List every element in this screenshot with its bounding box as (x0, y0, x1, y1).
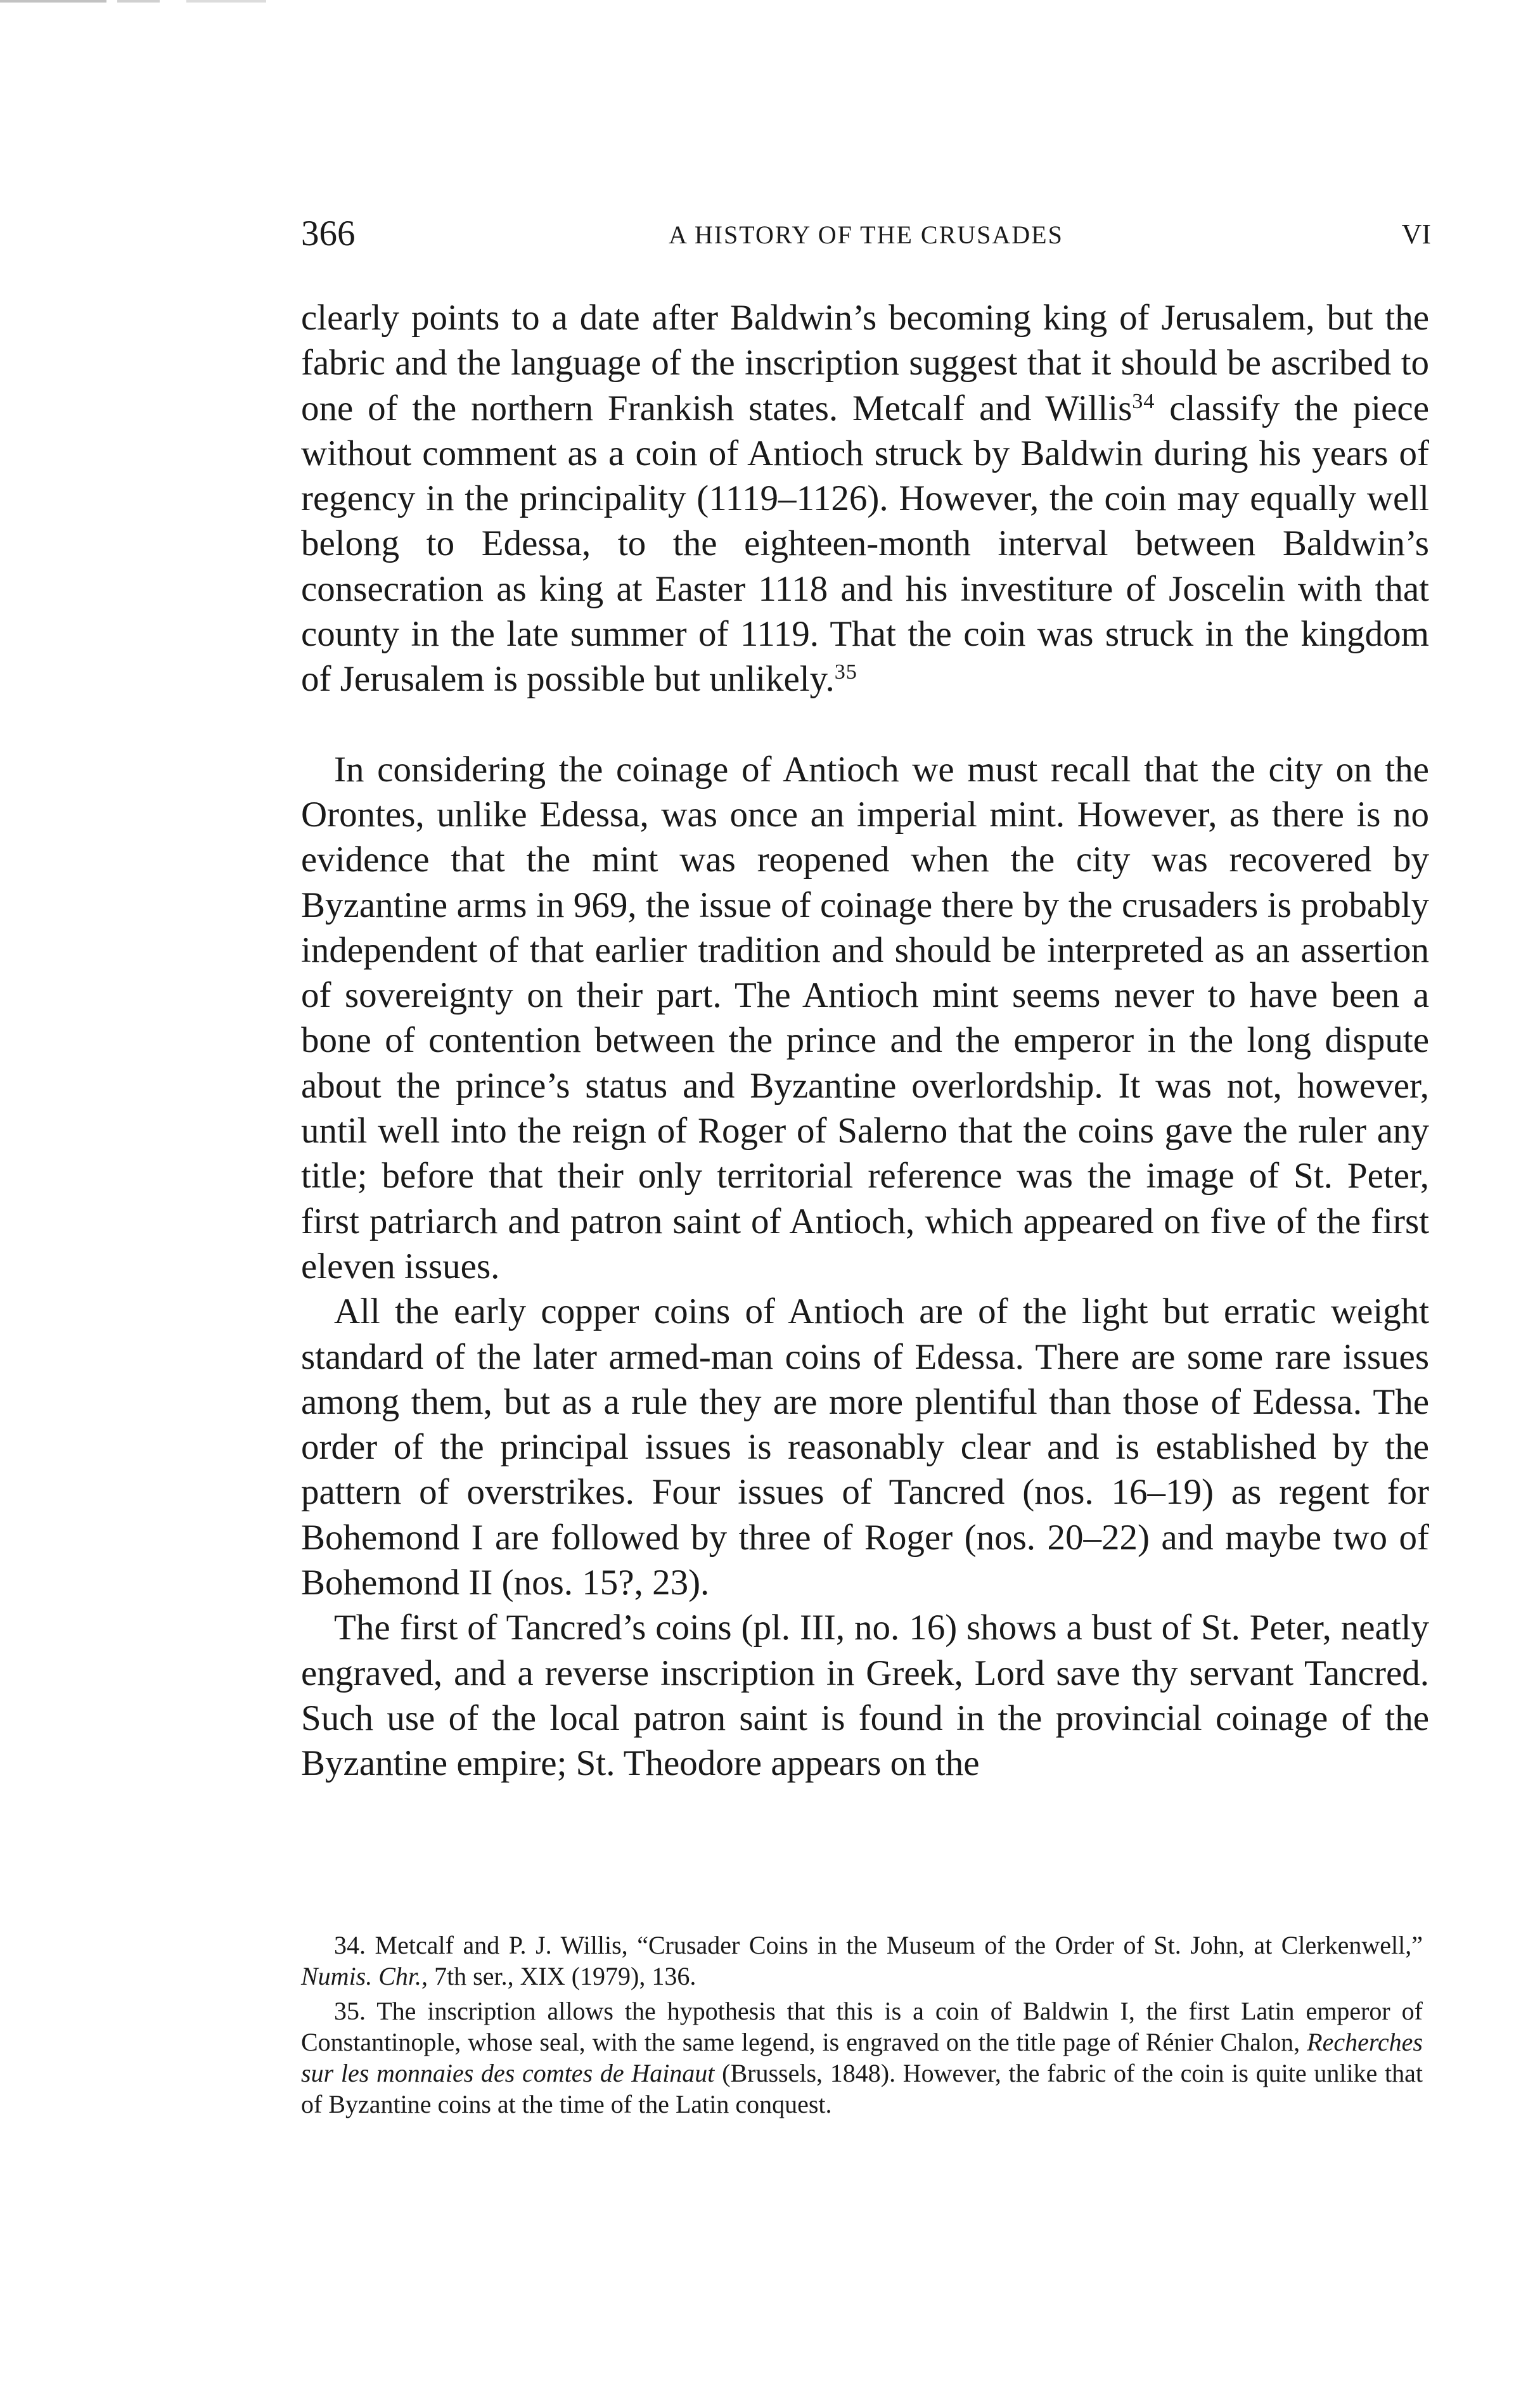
footnote-35-text-b: (Brussels, 1848). However, the fabric of the coin is quite unlike that of Byzantine coins at the time of the Latin conquest. (301, 2059, 1423, 2118)
footnote-34-text-b: 7th ser., XIX (1979), 136. (428, 1962, 696, 1990)
footnote-ref-35[interactable]: 35 (834, 660, 857, 684)
paragraph-1 (301, 295, 1429, 702)
paragraph-2: In considering the coinage of Antioch we must recall that the city on the Orontes, unlike Edessa, was once an imperial mint. However, as there is no evidence that the mint was reopened when the city was recovered by Byzantine arms in 969, the issue of coinage there by the crusaders is probably independent of that earlier tradition and should be interpreted as an assertion of sovereignty on their part. The Antioch mint seems never to have been a bone of contention between the prince and the emperor in the long dispute about the prince’s status and Byzantine overlordship. It was not, however, until well into the reign of Roger of Salerno that the coins gave the ruler any title; before that their only territorial reference was the image of St. Peter, first patriarch and patron saint of Antioch, which appeared on five of the first eleven issues. (301, 749, 1429, 1286)
paragraph-4: The first of Tancred’s coins (pl. III, no. 16) shows a bust of St. Peter, neatly engraved, and a reverse inscription in Greek, Lord save thy servant Tancred. Such use of the local patron saint is found in the provincial coinage of the Byzantine empire; St. Theodore appears on the (301, 1608, 1429, 1784)
running-header (301, 214, 1431, 254)
paragraph-1-text-b: classify the piece without comment as a coin of Antioch struck by Baldwin during his years of regency in the principality (1119–1126). However, the coin may equally well belong to Edessa, to the eighteen-month interval between Baldwin’s consecration as king at Easter 1118 and his investiture of Joscelin with that county in the late summer of 1119. That the coin was struck in the kingdom of Jerusalem is possible but unlikely. (301, 388, 1429, 700)
footnote-34 (301, 1930, 1423, 1992)
footnote-34-text-a: 34. Metcalf and P. J. Willis, “Crusader Coins in the Museum of the Order of St. John, at Clerkenwell,” (334, 1931, 1423, 1959)
footnotes (301, 1930, 1423, 2120)
footnote-35 (301, 1995, 1423, 2120)
footnote-34-journal: Numis. Chr., (301, 1962, 428, 1990)
section-number: VI (1401, 219, 1431, 250)
footnote-ref-34[interactable]: 34 (1132, 389, 1155, 413)
paragraph-3: All the early copper coins of Antioch are of the light but erratic weight standard of the later armed-man coins of Edessa. There are some rare issues among them, but as a rule they are more plentiful than those of Edessa. The order of the principal issues is reasonably clear and is established by the pattern of overstrikes. Four issues of Tancred (nos. 16–19) as regent for Bohemond I are followed by three of Roger (nos. 20–22) and maybe two of Bohemond II (nos. 15?, 23). (301, 1291, 1429, 1603)
scan-artifact-line (0, 0, 266, 3)
paragraph-1-text-a: clearly points to a date after Baldwin’s becoming king of Jerusalem, but the fabric and the language of the inscription suggest that it should be ascribed to one of the northern Frankish states. Metcalf and Willis (301, 298, 1429, 428)
running-title: A HISTORY OF THE CRUSADES (669, 221, 1063, 249)
footnote-35-text-a: 35. The inscription allows the hypothesis that this is a coin of Baldwin I, the first Latin emperor of Constantinople, whose seal, with the same legend, is engraved on the title page of Rénier Chalon, (301, 1997, 1423, 2056)
footnote-35-book-title: Recherches sur les monnaies des comtes de Hainaut (301, 2028, 1423, 2087)
main-text (301, 295, 1429, 1786)
page-number: 366 (301, 214, 356, 253)
